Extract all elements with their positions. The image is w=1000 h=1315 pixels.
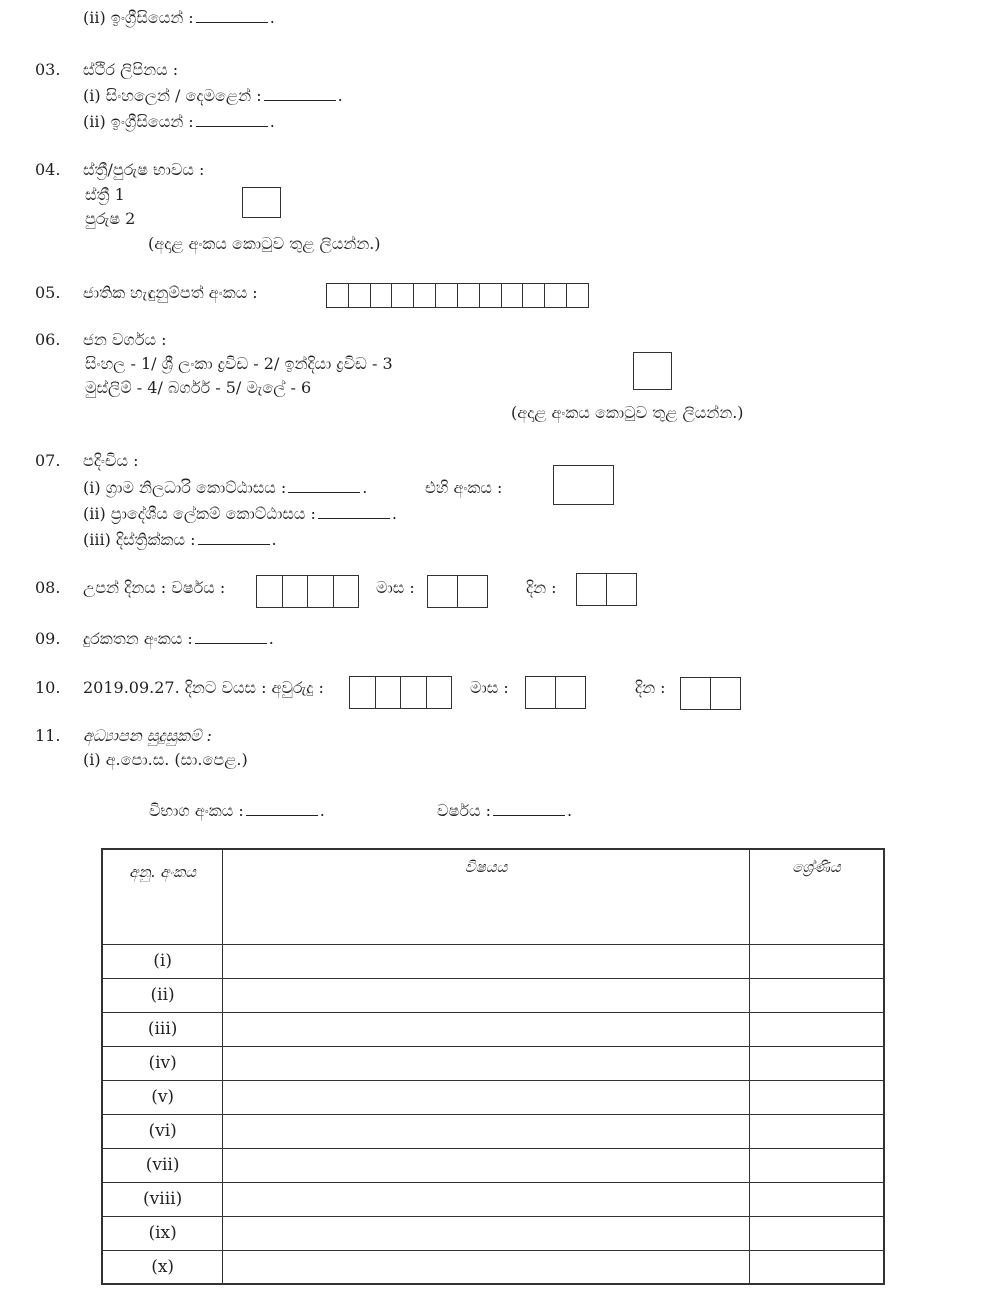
q11-sub-label: (i) අ.පො.ස. (සා.පෙළ.) <box>83 750 248 769</box>
q10-month-boxes[interactable] <box>525 676 586 709</box>
table-row <box>102 944 884 978</box>
grade-cell[interactable] <box>749 1182 884 1216</box>
subject-cell[interactable] <box>223 1046 750 1080</box>
q07-end-2: . <box>391 504 397 523</box>
age-month-cell[interactable] <box>526 677 556 708</box>
q06-options-line1: සිංහල - 1/ ශ්‍රී ලංකා ද්‍රවිඩ - 2/ ඉන්දියා ද්‍රවිඩ - 3 <box>85 354 393 373</box>
nic-cell[interactable] <box>567 284 588 307</box>
year-cell[interactable] <box>334 576 359 607</box>
q10-year-boxes[interactable] <box>349 676 452 709</box>
subject-cell[interactable] <box>223 1148 750 1182</box>
q06-note: (අදාළ අංකය කොටුව තුළ ලියන්න.) <box>511 403 744 422</box>
q10-day-boxes[interactable] <box>680 677 741 710</box>
q07-number: 07. <box>35 451 61 470</box>
row-number: (iii) <box>102 1012 223 1046</box>
nic-cell[interactable] <box>502 284 524 307</box>
q04-number: 04. <box>35 160 61 179</box>
q03-end-2: . <box>269 112 275 131</box>
month-cell[interactable] <box>428 576 458 607</box>
age-year-cell[interactable] <box>376 677 402 708</box>
q07-ds-line <box>83 504 397 524</box>
q09-number: 09. <box>35 629 61 648</box>
row-number: (viii) <box>102 1182 223 1216</box>
row-number: (x) <box>102 1250 223 1284</box>
q03-english-blank[interactable] <box>196 114 268 127</box>
grade-cell[interactable] <box>749 1148 884 1182</box>
header-grade: ශ්‍රේණිය <box>749 849 884 944</box>
q05-number: 05. <box>35 283 61 302</box>
q11-end-2: . <box>566 801 573 820</box>
year-cell[interactable] <box>283 576 309 607</box>
q08-month-boxes[interactable] <box>427 575 488 608</box>
age-year-cell[interactable] <box>427 677 452 708</box>
day-cell[interactable] <box>607 574 636 605</box>
q02-end: . <box>269 8 275 27</box>
q07-label: පදිංචිය : <box>83 451 139 470</box>
subject-cell[interactable] <box>223 1012 750 1046</box>
day-cell[interactable] <box>577 574 607 605</box>
q09-end: . <box>268 629 274 648</box>
grade-cell[interactable] <box>749 1080 884 1114</box>
row-number: (v) <box>102 1080 223 1114</box>
q11-year-label: වර්ෂය : <box>437 801 491 820</box>
nic-cell[interactable] <box>480 284 502 307</box>
grade-cell[interactable] <box>749 944 884 978</box>
q07-district-label: (iii) දිස්ත්‍රික්කය : <box>83 530 196 549</box>
grade-cell[interactable] <box>749 978 884 1012</box>
q03-english-line <box>83 112 275 132</box>
q08-number: 08. <box>35 578 61 597</box>
q07-gn-number-label: එහි අංකය : <box>425 478 503 497</box>
q11-year-blank[interactable] <box>493 803 565 816</box>
nic-cell[interactable] <box>545 284 567 307</box>
grade-cell[interactable] <box>749 1012 884 1046</box>
age-month-cell[interactable] <box>556 677 585 708</box>
subject-cell[interactable] <box>223 978 750 1012</box>
q04-female-option: ස්ත්‍රී 1 <box>85 185 125 204</box>
q11-exam-no-blank[interactable] <box>246 803 318 816</box>
q11-exam-no-line <box>149 801 325 821</box>
q02-english-label: (ii) ඉංග්‍රීසියෙන් : <box>83 8 194 27</box>
grade-cell[interactable] <box>749 1250 884 1284</box>
q11-end-1: . <box>319 801 325 820</box>
q08-month-label: මාස : <box>376 578 415 597</box>
q04-label: ස්ත්‍රී/පුරුෂ භාවය : <box>83 160 205 179</box>
table-header-row <box>102 849 884 944</box>
age-day-cell[interactable] <box>711 678 740 709</box>
nic-cell[interactable] <box>523 284 545 307</box>
nic-cell[interactable] <box>392 284 414 307</box>
q02-english-line <box>83 8 275 28</box>
table-row <box>102 1182 884 1216</box>
q06-label: ජන වර්ගය : <box>83 330 167 349</box>
q07-gn-line <box>83 478 367 498</box>
q08-year-boxes[interactable] <box>256 575 359 608</box>
row-number: (i) <box>102 944 223 978</box>
q09-blank[interactable] <box>195 631 267 644</box>
nic-cell[interactable] <box>349 284 371 307</box>
subject-cell[interactable] <box>223 1250 750 1284</box>
q07-end-1: . <box>362 478 368 497</box>
q07-district-blank[interactable] <box>198 532 270 545</box>
subject-cell[interactable] <box>223 1114 750 1148</box>
month-cell[interactable] <box>458 576 487 607</box>
nic-cell[interactable] <box>436 284 458 307</box>
subject-cell[interactable] <box>223 944 750 978</box>
age-year-cell[interactable] <box>350 677 376 708</box>
q06-options-line2: මුස්ලිම් - 4/ බර්ගර් - 5/ මැලේ - 6 <box>85 378 312 397</box>
year-cell[interactable] <box>308 576 334 607</box>
q04-male-option: පුරුෂ 2 <box>85 209 136 228</box>
table-row <box>102 1148 884 1182</box>
q09-label: දුරකතන අංකය : <box>83 629 193 648</box>
q03-label: ස්ථිර ලිපිනය : <box>83 60 179 79</box>
header-serial-no: අනු. අංකය <box>102 849 223 944</box>
q07-ds-label: (ii) ප්‍රාදේශීය ලේකම් කොට්ඨාසය : <box>83 504 316 523</box>
table-row <box>102 1250 884 1284</box>
q02-english-blank[interactable] <box>196 10 268 23</box>
subject-cell[interactable] <box>223 1080 750 1114</box>
nic-cell[interactable] <box>327 284 349 307</box>
grade-cell[interactable] <box>749 1114 884 1148</box>
subject-cell[interactable] <box>223 1182 750 1216</box>
q03-sinhala-label: (i) සිංහලෙන් / දෙමළෙන් : <box>83 86 262 105</box>
q05-label: ජාතික හැඳුනුම්පත් අංකය : <box>83 283 258 302</box>
q09-line <box>83 629 274 649</box>
q11-exam-no-label: විභාග අංකය : <box>149 801 244 820</box>
q03-number: 03. <box>35 60 61 79</box>
row-number: (vi) <box>102 1114 223 1148</box>
table-row <box>102 1114 884 1148</box>
table-row <box>102 1012 884 1046</box>
age-year-cell[interactable] <box>401 677 427 708</box>
grade-cell[interactable] <box>749 1216 884 1250</box>
grade-cell[interactable] <box>749 1046 884 1080</box>
q03-end-1: . <box>337 86 343 105</box>
table-row <box>102 1046 884 1080</box>
row-number: (ii) <box>102 978 223 1012</box>
q03-sinhala-blank[interactable] <box>264 88 336 101</box>
row-number: (ix) <box>102 1216 223 1250</box>
year-cell[interactable] <box>257 576 283 607</box>
q11-label: අධ්‍යාපන සුදුසුකම් : <box>83 726 212 745</box>
q03-sinhala-line <box>83 86 343 106</box>
table-row <box>102 978 884 1012</box>
subject-cell[interactable] <box>223 1216 750 1250</box>
q07-gn-number-box[interactable] <box>553 465 614 505</box>
q07-gn-label: (i) ග්‍රාම නිලධාරි කොට්ඨාසය : <box>83 478 287 497</box>
nic-cell[interactable] <box>458 284 480 307</box>
q10-number: 10. <box>35 678 61 697</box>
q08-day-label: දින : <box>526 578 557 597</box>
q10-label: 2019.09.27. දිනට වයස : අවුරුදු : <box>83 678 324 697</box>
q07-end-3: . <box>271 530 277 549</box>
q08-day-boxes[interactable] <box>576 573 637 606</box>
table-row <box>102 1080 884 1114</box>
row-number: (vii) <box>102 1148 223 1182</box>
row-number: (iv) <box>102 1046 223 1080</box>
header-subject: විෂයය <box>223 849 750 944</box>
q06-answer-box[interactable] <box>633 352 672 390</box>
table-row <box>102 1216 884 1250</box>
q06-number: 06. <box>35 330 61 349</box>
q07-ds-blank[interactable] <box>318 506 390 519</box>
q11-number: 11. <box>35 726 61 745</box>
q08-label: උපන් දිනය : වර්ෂය : <box>83 578 226 597</box>
q04-answer-box[interactable] <box>242 187 281 218</box>
q07-gn-blank[interactable] <box>288 480 360 493</box>
age-day-cell[interactable] <box>681 678 711 709</box>
q04-note: (අදාළ අංකය කොටුව තුළ ලියන්න.) <box>148 234 381 253</box>
nic-cell[interactable] <box>371 284 393 307</box>
nic-cell[interactable] <box>414 284 436 307</box>
q03-english-label: (ii) ඉංග්‍රීසියෙන් : <box>83 112 194 131</box>
q11-year-line <box>437 801 572 821</box>
q05-nic-boxes[interactable] <box>326 283 589 308</box>
q10-day-label: දින : <box>635 678 666 697</box>
q10-month-label: මාස : <box>470 678 509 697</box>
results-table <box>101 848 885 1285</box>
q07-district-line <box>83 530 277 550</box>
